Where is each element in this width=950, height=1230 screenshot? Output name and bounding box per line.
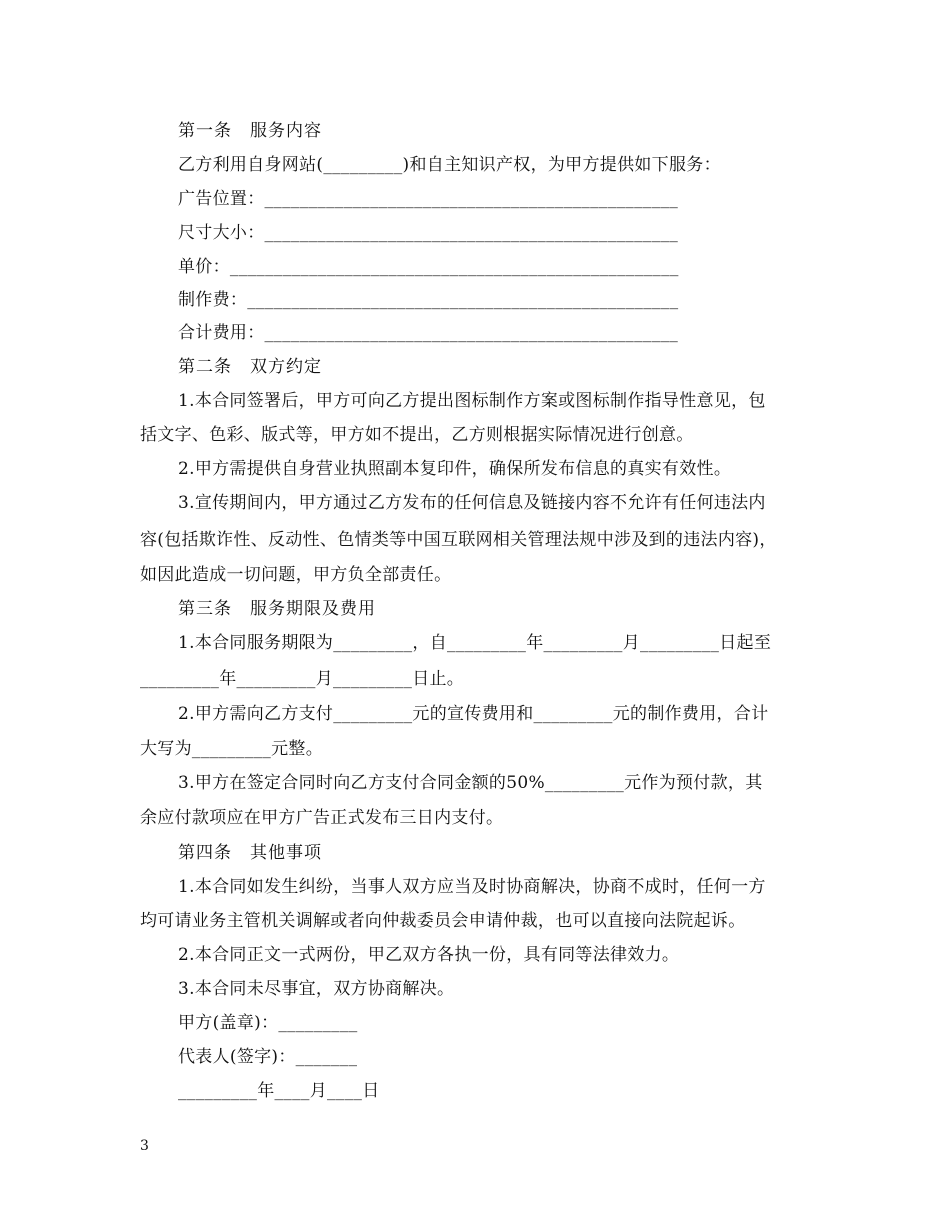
representative-signature-field: 代表人(签字)：_______ [178, 1047, 358, 1067]
article-4-p2: 2.本合同正文一式两份，甲乙双方各执一份，具有同等法律效力。 [178, 945, 680, 965]
article-1-intro: 乙方利用自身网站(_________)和自主知识产权，为甲方提供如下服务： [178, 155, 721, 175]
article-3-p1-line2: _________年_________月_________日止。 [140, 669, 465, 689]
article-2-p3-line2: 容(包括欺诈性、反动性、色情类等中国互联网相关管理法规中涉及到的违法内容)， [140, 530, 777, 550]
production-fee-field: 制作费：_________________________________________________ [178, 290, 679, 310]
total-fee-field: 合计费用：_______________________________________________ [178, 323, 679, 343]
article-3-p2-line2: 大写为_________元整。 [140, 739, 323, 759]
ad-position-field: 广告位置：_______________________________________________ [178, 189, 679, 209]
article-4-heading: 第四条 其他事项 [178, 843, 322, 863]
signature-date-field: _________年____月____日 [178, 1081, 380, 1101]
article-3-p1-line1: 1.本合同服务期限为_________，自_________年_________月_________日起至 [178, 633, 772, 653]
article-2-p1-line1: 1.本合同签署后，甲方可向乙方提出图标制作方案或图标制作指导性意见，包 [178, 391, 766, 411]
article-3-heading: 第三条 服务期限及费用 [178, 599, 376, 619]
page-number: 3 [140, 1138, 149, 1154]
article-2-heading: 第二条 双方约定 [178, 357, 322, 377]
article-4-p3: 3.本合同未尽事宜，双方协商解决。 [178, 979, 455, 999]
unit-price-field: 单价：___________________________________________________ [178, 257, 679, 277]
article-3-p3-line2: 余应付款项应在甲方广告正式发布三日内支付。 [140, 808, 504, 828]
article-2-p3-line3: 如因此造成一切问题，甲方负全部责任。 [140, 565, 452, 585]
article-3-p2-line1: 2.甲方需向乙方支付_________元的宣传费用和_________元的制作费用，合计 [178, 704, 769, 724]
article-3-p3-line1: 3.甲方在签定合同时向乙方支付合同金额的50%_________元作为预付款，其 [178, 773, 763, 793]
party-a-seal-field: 甲方(盖章)：_________ [178, 1013, 358, 1033]
article-1-heading: 第一条 服务内容 [178, 121, 322, 141]
article-4-p1-line1: 1.本合同如发生纠纷，当事人双方应当及时协商解决，协商不成时，任何一方 [178, 877, 766, 897]
article-2-p3-line1: 3.宣传期间内，甲方通过乙方发布的任何信息及链接内容不允许有任何违法内 [178, 493, 766, 513]
article-2-p2: 2.甲方需提供自身营业执照副本复印件，确保所发布信息的真实有效性。 [178, 459, 732, 479]
article-4-p1-line2: 均可请业务主管机关调解或者向仲裁委员会申请仲裁，也可以直接向法院起诉。 [140, 911, 746, 931]
size-field: 尺寸大小：_______________________________________________ [178, 223, 679, 243]
article-2-p1-line2: 括文字、色彩、版式等，甲方如不提出，乙方则根据实际情况进行创意。 [140, 425, 694, 445]
